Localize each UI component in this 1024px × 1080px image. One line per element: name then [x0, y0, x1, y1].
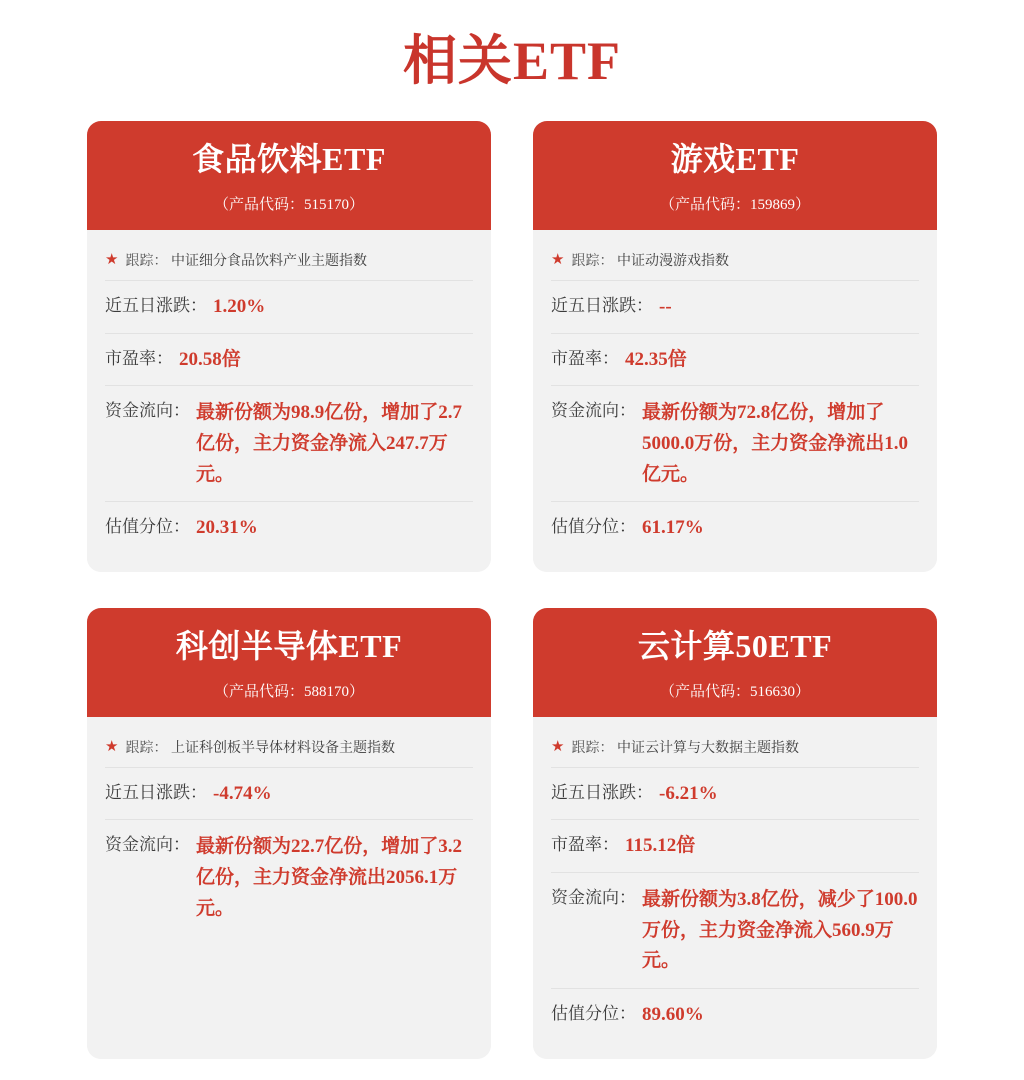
page-title: 相关ETF	[402, 31, 622, 91]
pe-label: 市盈率：	[551, 835, 619, 855]
etf-valuation-row	[105, 502, 473, 554]
change5d-label: 近五日涨跌：	[105, 296, 207, 315]
change5d-value: 1.20%	[213, 296, 266, 317]
fundflow-value: 最新份额为22.7亿份，增加了3.2亿份，主力资金净流出2056.1万元。	[196, 836, 463, 919]
etf-track-row	[105, 731, 473, 768]
star-icon: ★	[551, 738, 565, 755]
etf-card-body	[533, 230, 937, 572]
etf-valuation-row	[551, 502, 919, 554]
etf-card[interactable]	[87, 121, 491, 572]
track-label: 跟踪：	[571, 254, 614, 269]
etf-change5d-row	[105, 768, 473, 821]
etf-pe-row	[105, 334, 473, 387]
etf-track-row	[551, 244, 919, 281]
etf-track-text	[571, 250, 729, 270]
etf-pe-row	[551, 334, 919, 387]
pe-value: 20.58倍	[179, 348, 241, 370]
etf-card-body	[87, 230, 491, 572]
etf-name: 食品饮料ETF	[192, 141, 386, 177]
etf-track-text	[125, 250, 367, 270]
etf-code: （产品代码：515170）	[213, 197, 364, 213]
change5d-value: -6.21%	[659, 782, 718, 804]
fundflow-value: 最新份额为3.8亿份，减少了100.0万份，主力资金净流入560.9万元。	[642, 888, 918, 972]
pe-value: 115.12倍	[625, 835, 696, 857]
pe-value: 42.35倍	[625, 348, 687, 370]
etf-name: 游戏ETF	[670, 141, 800, 177]
fundflow-value: 最新份额为98.9亿份，增加了2.7亿份，主力资金净流入247.7万元。	[196, 402, 463, 485]
pe-label: 市盈率：	[105, 348, 173, 368]
etf-card-header	[533, 608, 937, 717]
fundflow-label: 资金流向：	[551, 887, 636, 907]
change5d-value: -4.74%	[213, 782, 272, 804]
star-icon: ★	[105, 252, 119, 268]
etf-track-row	[551, 731, 919, 768]
etf-card[interactable]	[533, 608, 937, 1059]
change5d-label: 近五日涨跌：	[551, 782, 653, 802]
etf-name: 科创半导体ETF	[175, 627, 403, 664]
valuation-value: 61.17%	[642, 517, 704, 539]
star-icon: ★	[105, 738, 119, 755]
valuation-label: 估值分位：	[551, 517, 636, 537]
etf-change5d-row	[105, 281, 473, 334]
etf-name: 云计算50ETF	[637, 627, 833, 664]
etf-code: （产品代码：516630）	[659, 683, 810, 700]
etf-card-body	[533, 717, 937, 1059]
fundflow-value: 最新份额为72.8亿份，增加了5000.0万份，主力资金净流出1.0亿元。	[642, 402, 909, 485]
etf-track-row	[105, 244, 473, 281]
change5d-label: 近五日涨跌：	[551, 296, 653, 315]
etf-card-header	[533, 121, 937, 230]
etf-card-header	[87, 121, 491, 230]
fundflow-label: 资金流向：	[105, 835, 190, 855]
star-icon: ★	[551, 252, 565, 268]
etf-fundflow-row	[551, 873, 919, 989]
etf-pe-row	[551, 820, 919, 873]
track-value: 中证动漫游戏指数	[616, 254, 729, 269]
track-label: 跟踪：	[571, 740, 614, 756]
pe-label: 市盈率：	[551, 348, 619, 368]
fundflow-label: 资金流向：	[551, 401, 636, 420]
valuation-label: 估值分位：	[551, 1004, 636, 1024]
valuation-label: 估值分位：	[105, 517, 190, 537]
etf-card-body	[87, 717, 491, 1059]
track-value: 上证科创板半导体材料设备主题指数	[170, 740, 395, 756]
etf-track-text	[125, 737, 395, 757]
change5d-value: --	[659, 296, 672, 317]
etf-valuation-row	[551, 989, 919, 1041]
etf-fundflow-row	[105, 820, 473, 935]
etf-card-header	[87, 608, 491, 717]
track-value: 中证云计算与大数据主题指数	[616, 740, 799, 756]
change5d-label: 近五日涨跌：	[105, 782, 207, 802]
track-label: 跟踪：	[125, 740, 168, 756]
track-label: 跟踪：	[125, 254, 168, 269]
etf-card-grid	[0, 121, 1024, 1059]
etf-track-text	[571, 737, 799, 757]
etf-card[interactable]	[87, 608, 491, 1059]
valuation-value: 20.31%	[196, 517, 258, 539]
etf-change5d-row	[551, 768, 919, 821]
etf-fundflow-row	[105, 386, 473, 502]
valuation-value: 89.60%	[642, 1004, 704, 1026]
track-value: 中证细分食品饮料产业主题指数	[170, 254, 367, 269]
etf-change5d-row	[551, 281, 919, 334]
etf-fundflow-row	[551, 386, 919, 502]
etf-code: （产品代码：588170）	[213, 683, 364, 700]
etf-card[interactable]	[533, 121, 937, 572]
etf-code: （产品代码：159869）	[659, 197, 810, 213]
fundflow-label: 资金流向：	[105, 401, 190, 420]
